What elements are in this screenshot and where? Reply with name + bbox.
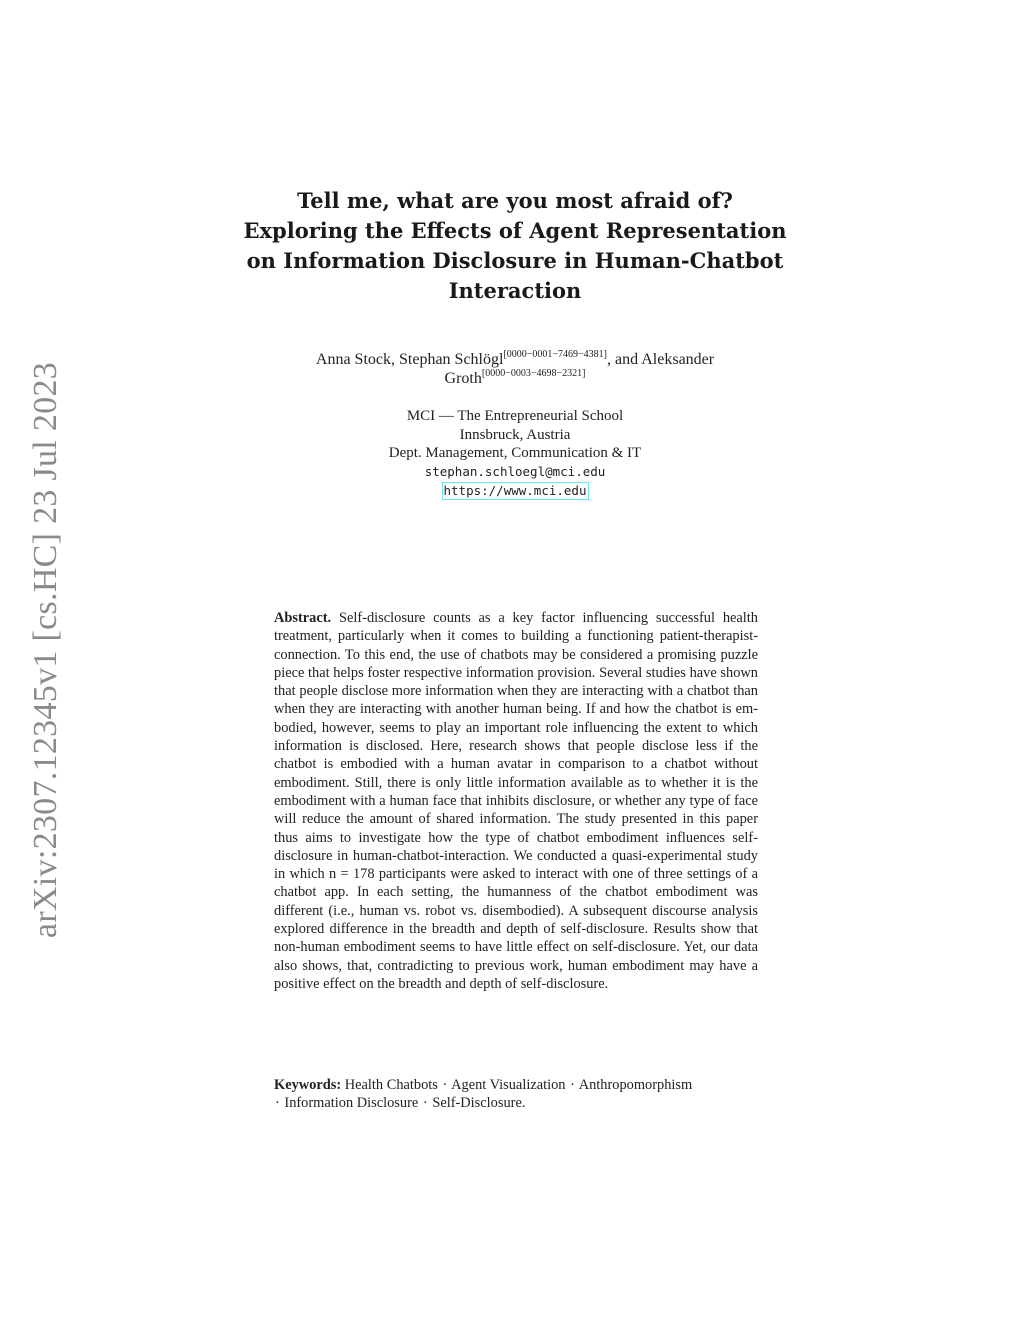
keyword-separator: · xyxy=(275,1095,280,1112)
keyword-separator: · xyxy=(442,1077,448,1093)
keywords-label: Keywords: xyxy=(274,1077,342,1093)
author-names-first: Anna Stock, Stephan Schlögl xyxy=(315,351,504,368)
keyword-item: Anthropomorphism xyxy=(578,1077,693,1093)
abstract xyxy=(274,609,758,993)
keyword-separator: · xyxy=(422,1095,428,1112)
orcid-schloegl: [0000−0001−7469−4381] xyxy=(503,349,608,360)
title-line-1: Tell me, what are you most afraid of? xyxy=(297,188,733,213)
abstract-label: Abstract. xyxy=(274,610,332,626)
keyword-item: Health Chatbots xyxy=(344,1077,438,1093)
email-address[interactable]: stephan.schloegl@mci.edu xyxy=(424,463,606,479)
department: Dept. Management, Communication & IT xyxy=(388,445,642,461)
keyword-item: Agent Visualization xyxy=(451,1077,566,1093)
website-link[interactable]: https://www.mci.edu xyxy=(443,483,587,498)
title-line-3: on Information Disclosure in Human-Chatbot xyxy=(246,248,784,273)
orcid-groth: [0000−0003−4698−2321] xyxy=(481,368,586,379)
author-name-groth: Groth xyxy=(444,370,482,387)
title-line-2: Exploring the Effects of Agent Representation xyxy=(243,218,787,243)
author-list xyxy=(230,350,800,388)
keyword-item: Information Disclosure xyxy=(284,1095,419,1112)
title-line-4: Interaction xyxy=(448,278,582,303)
keyword-separator: · xyxy=(570,1077,575,1093)
institution: MCI — The Entrepreneurial School xyxy=(406,408,624,424)
keywords xyxy=(274,1076,760,1113)
keyword-item: Self-Disclosure. xyxy=(432,1095,526,1112)
arxiv-identifier: arXiv:2307.12345v1 [cs.HC] 23 Jul 2023 xyxy=(27,361,64,939)
paper-title xyxy=(215,186,815,306)
city: Innsbruck, Austria xyxy=(459,426,571,443)
affiliation-block xyxy=(280,407,750,501)
abstract-text: Self-disclosure counts as a key factor influencing successful health treatment, particularly when it comes to building a functioning patient-therapist-connection. To this end, the use of chatbots may be considered a promising puzzle piece that helps foster respective information provision. Several studies have shown that people disclose more information when they are interacting with a chatbot than when they are interacting with another human being. If and how the chatbot is embodied, however, seems to play an important role influencing the extent to which information is disclosed. Here, research shows that people disclose less if the chatbot is embodied with a human avatar in comparison to a chatbot without embodiment. Still, there is only little information available as to whether it is the embodiment with a human face that inhibits disclosure, or whether any type of face will reduce the amount of shared information. The study presented in this paper thus aims to investigate how the type of chatbot embodiment influences self-disclosure in human-chatbot-interaction. We conducted a quasi-experimental study in which n = 178 participants were asked to interact with one of three settings of a chatbot app. In each setting, the humanness of the chatbot embodiment was different (i.e., human vs. robot vs. disembodied). A subsequent discourse analysis explored difference in the breadth and depth of self-disclosure. Results show that non-human embodiment seems to have little effect on self-disclosure. Yet, our data also shows, that, contradicting to previous work, human embodiment may have a positive effect on the breadth and depth of self-disclosure. xyxy=(274,610,758,992)
author-names-middle: , and Aleksander xyxy=(607,351,715,368)
